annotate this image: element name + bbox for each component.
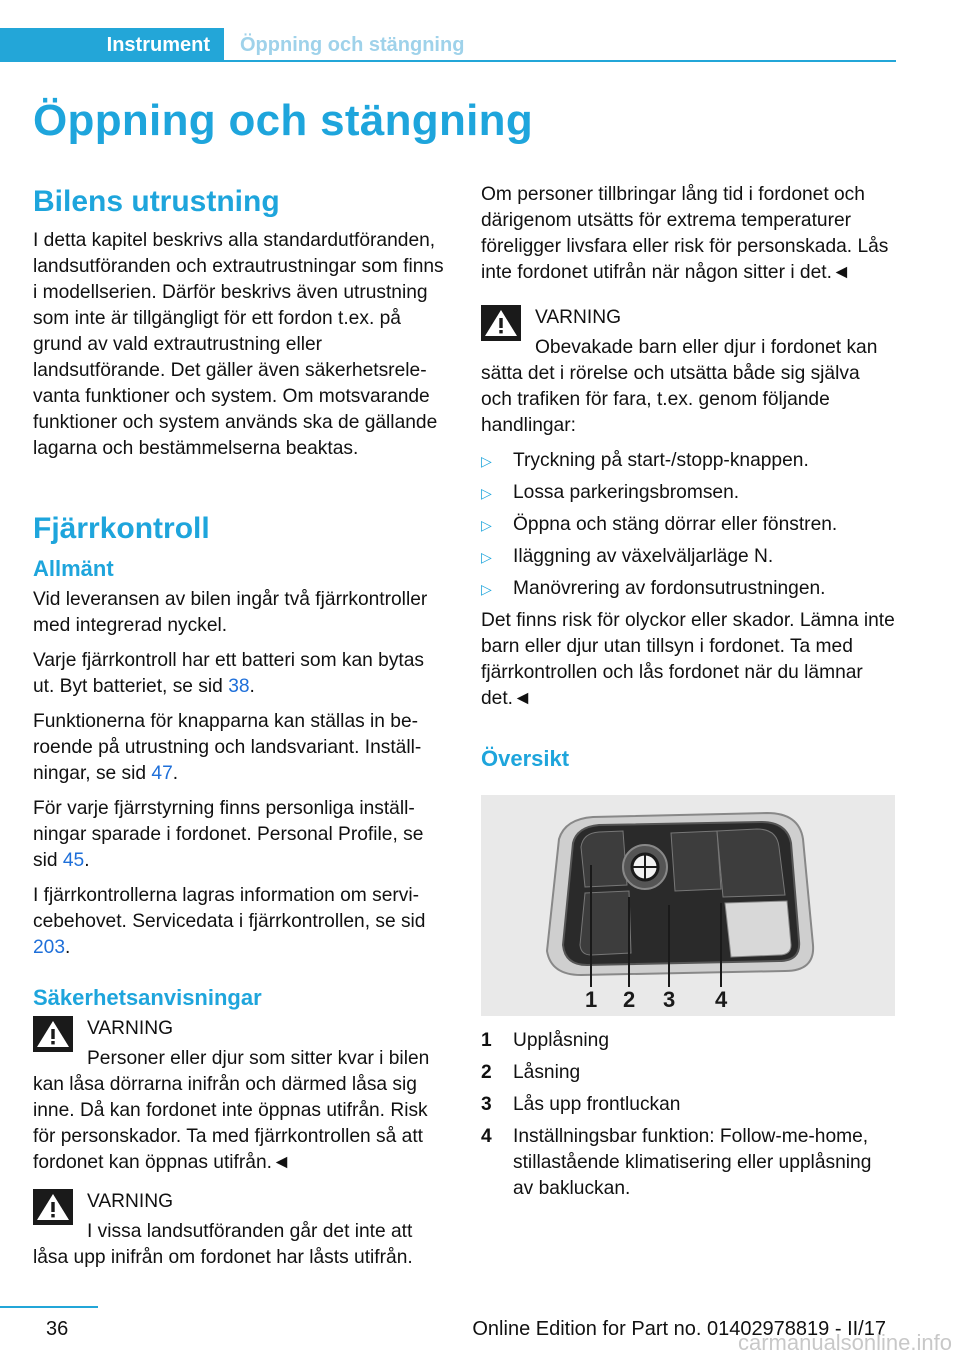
list-item: ▷ Lossa parkeringsbromsen. xyxy=(481,480,895,506)
remote-p4: För varje fjärrstyrning finns personliga inställningar sparade i fordonet. Personal Profile, se sid 45. xyxy=(33,798,424,871)
legend-item: 4 Inställningsbar funktion: Follow-me-home, stillastående klimatisering eller upplåsning av bakluckan. xyxy=(481,1126,872,1199)
remote-p2: Varje fjärrkontroll har ett batteri som kan bytas ut. Byt batteriet, se sid 38. xyxy=(33,650,425,697)
triangle-bullet-icon: ▷ xyxy=(481,485,492,501)
heading-equipment: Bilens utrustning xyxy=(33,185,280,218)
footer-rule xyxy=(0,1306,98,1308)
warning-3-title: VARNING xyxy=(535,307,621,328)
action-list xyxy=(481,448,895,602)
warning-1-text: Personer eller djur som sitter kvar i bilen kan låsa dörrarna inifrån och därmed låsa sig inne. Då kan fordonet inte öppnas utifrån. Risk för personskador. Ta med fjärrkontrollen så att fordonet kan öppnas utifrån.◄ xyxy=(33,1048,430,1173)
legend-item: 3 Lås upp frontluckan xyxy=(481,1094,681,1115)
warning-1-title: VARNING xyxy=(87,1018,173,1039)
remote-p3: Funktionerna för knapparna kan ställas in beroende på utrustning och landsvariant. Inställningar, se sid 47. xyxy=(33,711,422,784)
heading-remote: Fjärrkontroll xyxy=(33,512,210,545)
remote-p5: I fjärrkontrollerna lagras information om servicebehovet. Servicedata i fjärrkontrollen, se sid 203. xyxy=(33,885,426,958)
legend-item: 1 Upplåsning xyxy=(481,1030,610,1051)
warning-triangle-icon xyxy=(33,1189,73,1225)
remote-p1: Vid leveransen av bilen ingår två fjärrkontroller med integrerad nyckel. xyxy=(33,589,428,636)
callout-label: 1 xyxy=(585,987,598,1012)
watermark: carmanualsonline.info xyxy=(737,1330,952,1355)
warning-2 xyxy=(33,1189,447,1271)
legend-item: 2 Låsning xyxy=(481,1062,581,1083)
heading-safety: Säkerhetsanvisningar xyxy=(33,985,262,1010)
list-item: ▷ Manövrering av fordonsutrustningen. xyxy=(481,576,895,602)
callout-label: 3 xyxy=(663,987,676,1012)
page-link-45[interactable]: 45 xyxy=(62,850,85,871)
list-item: ▷ Tryckning på start-/stopp-knappen. xyxy=(481,448,895,474)
list-item: ▷ Öppna och stäng dörrar eller fönstren. xyxy=(481,512,895,538)
warning-triangle-icon xyxy=(481,305,521,341)
page-title: Öppning och stängning xyxy=(33,96,534,145)
list-item: ▷ Iläggning av växelväljarläge N. xyxy=(481,544,895,570)
remote-key-illustration xyxy=(481,795,895,1016)
heading-general: Allmänt xyxy=(33,556,114,581)
page-link-38[interactable]: 38 xyxy=(228,676,250,697)
edition-text: Online Edition for Part no. 01402978819 - II/17 xyxy=(472,1318,886,1340)
warning-triangle-icon xyxy=(33,1016,73,1052)
header-rule xyxy=(224,60,896,62)
triangle-bullet-icon: ▷ xyxy=(481,549,492,565)
equipment-body: I detta kapitel beskrivs alla standardutföranden, landsutföranden och extrautrustningar som finns i modellserien. Därför beskrivs även utrustning som inte är tillgängligt för ett fordon t.ex. på grund av vald extrautrustning eller landsutförande. Det gäller även säkerhetsrelevanta funktioner och system. Om motsvarande funktioner och system används ska de gällande lagarna och bestämmelserna beaktas. xyxy=(33,230,444,459)
page-link-47[interactable]: 47 xyxy=(151,763,173,784)
header-tab-section[interactable]: Öppning och stängning xyxy=(240,34,465,56)
warning-2-continued: Om personer tillbringar lång tid i fordonet och därigenom utsätts för extrema temperaturer föreligger livsfara eller risk för personskada. Lås inte fordonet utifrån när någon sitter i det.◄ xyxy=(481,184,889,283)
left-column xyxy=(33,182,447,1280)
right-column xyxy=(481,182,895,1208)
warning-2-title: VARNING xyxy=(87,1191,173,1212)
triangle-bullet-icon: ▷ xyxy=(481,581,492,597)
warning-3-text: Obevakade barn eller djur i fordonet kan sätta det i rörelse och utsätta både sig själva och trafiken för fara, t.ex. genom följande handlingar: xyxy=(481,337,878,436)
page-link-203[interactable]: 203 xyxy=(33,937,66,958)
header-tab-instrument[interactable]: Instrument xyxy=(0,28,224,62)
risk-text: Det finns risk för olyckor eller skador. Lämna inte barn eller djur utan tillsyn i fordonet. Ta med fjärrkontrollen och lås fordonet när du lämnar det.◄ xyxy=(481,610,895,709)
heading-overview: Översikt xyxy=(481,746,570,771)
triangle-bullet-icon: ▷ xyxy=(481,517,492,533)
warning-2-text: I vissa landsutföranden går det inte att låsa upp inifrån om fordonet har låsts utifrån. xyxy=(33,1221,413,1268)
warning-1 xyxy=(33,1016,447,1176)
remote-key-figure xyxy=(481,795,895,1016)
triangle-bullet-icon: ▷ xyxy=(481,453,492,469)
warning-3 xyxy=(481,305,895,439)
page-number: 36 xyxy=(46,1318,69,1340)
callout-label: 2 xyxy=(623,987,636,1012)
figure-legend xyxy=(481,1028,895,1202)
callout-label: 4 xyxy=(715,987,728,1012)
